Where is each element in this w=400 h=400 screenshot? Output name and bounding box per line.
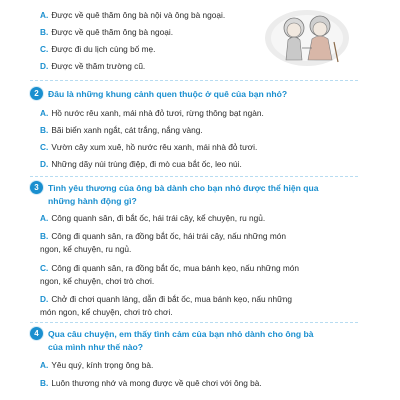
option-text: Những dãy núi trùng điệp, đi mò cua bắt ốc, leo núi. [51, 159, 242, 169]
q3-option-a[interactable] [40, 212, 265, 225]
question-2 [34, 88, 288, 101]
q2-option-c[interactable] [40, 141, 257, 154]
q2-option-d[interactable] [40, 158, 242, 171]
option-key: A. [40, 213, 49, 223]
question-number-badge: 2 [30, 87, 43, 100]
question-text: Đâu là những khung cảnh quen thuộc ở quê của bạn nhỏ? [48, 89, 288, 99]
option-key: C. [40, 263, 49, 273]
option-key: A. [40, 10, 49, 20]
option-key: A. [40, 108, 49, 118]
option-text: Vườn cây xum xuê, hồ nước rêu xanh, mái nhà đỏ tươi. [51, 142, 258, 152]
option-text: Được về thăm trường cũ. [51, 61, 146, 71]
section-divider [30, 176, 358, 177]
q3-option-d[interactable] [40, 293, 292, 319]
option-text: Được đi du lịch cùng bố mẹ. [51, 44, 156, 54]
question-text-line-1: Qua câu chuyện, em thấy tình cảm của bạn nhỏ dành cho ông bà [48, 329, 314, 339]
option-text-continued: ngon, kể chuyện, chơi trò chơi. [40, 276, 155, 286]
question-text-line-2: của mình như thế nào? [48, 342, 144, 352]
option-text: Hồ nước rêu xanh, mái nhà đỏ tươi, rừng thông bạt ngàn. [51, 108, 264, 118]
option-key: A. [40, 360, 49, 370]
option-text-continued: món ngon, kể chuyện, chơi trò chơi. [40, 307, 173, 317]
q2-option-b[interactable] [40, 124, 203, 137]
question-3 [34, 182, 319, 208]
question-4 [34, 328, 314, 354]
question-number-badge: 4 [30, 327, 43, 340]
option-text: Công đi quanh sân, ra đồng bắt ốc, mua bánh kẹo, nấu những món [51, 263, 300, 273]
option-key: B. [40, 125, 49, 135]
option-text: Công đi quanh sân, ra đồng bắt ốc, hái trái cây, nấu những món [51, 231, 286, 241]
question-text-line-1: Tình yêu thương của ông bà dành cho bạn nhỏ được thể hiện qua [48, 183, 319, 193]
option-text: Chở đi chơi quanh làng, dẫn đi bắt ốc, mua bánh kẹo, nấu những [51, 294, 292, 304]
option-key: D. [40, 294, 49, 304]
option-key: D. [40, 61, 49, 71]
grandparents-illustration [262, 4, 352, 66]
option-key: C. [40, 44, 49, 54]
q4-option-b[interactable] [40, 377, 262, 390]
option-text-continued: ngon, kể chuyện, ru ngủ. [40, 244, 132, 254]
option-key: B. [40, 378, 49, 388]
option-key: B. [40, 27, 49, 37]
option-text: Được về quê thăm ông bà ngoại. [51, 27, 174, 37]
q4-option-a[interactable] [40, 359, 153, 372]
option-text: Luôn thương nhớ và mong được về quê chơi với ông bà. [51, 378, 262, 388]
q1-option-c[interactable] [40, 43, 155, 56]
q1-option-d[interactable] [40, 60, 145, 73]
question-number-badge: 3 [30, 181, 43, 194]
q1-option-a[interactable] [40, 9, 225, 22]
section-divider [30, 322, 358, 323]
option-text: Công quanh sân, đi bắt ốc, hái trái cây, kể chuyện, ru ngủ. [51, 213, 266, 223]
q3-option-c[interactable] [40, 262, 299, 288]
q3-option-b[interactable] [40, 230, 286, 256]
option-text: Yêu quý, kính trọng ông bà. [51, 360, 154, 370]
option-text: Được về quê thăm ông bà nội và ông bà ngoại. [51, 10, 226, 20]
option-key: B. [40, 231, 49, 241]
option-key: C. [40, 142, 49, 152]
section-divider [30, 80, 358, 81]
q2-option-a[interactable] [40, 107, 264, 120]
question-text-line-2: những hành động gì? [48, 196, 137, 206]
option-key: D. [40, 159, 49, 169]
q1-option-b[interactable] [40, 26, 173, 39]
option-text: Bãi biển xanh ngắt, cát trắng, nắng vàng. [51, 125, 203, 135]
